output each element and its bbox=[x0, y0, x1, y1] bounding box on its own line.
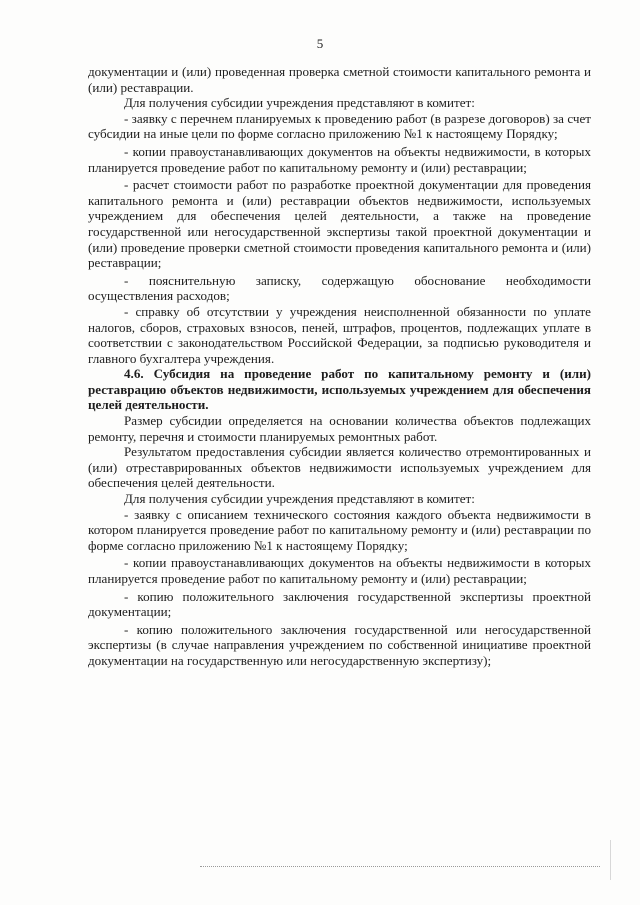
paragraph-subsidy-size: Размер субсидии определяется на основании количества объектов подлежащих ремонту, перечня и стоимости планируемых ремонтных работ. bbox=[88, 413, 591, 444]
paragraph-intro-list-2: Для получения субсидии учреждения представляют в комитет: bbox=[124, 491, 475, 507]
list-item-state-expertise: - копию положительного заключения государственной экспертизы проектной документации; bbox=[88, 588, 591, 620]
scan-artifact-edge bbox=[610, 840, 623, 880]
list-item-application-2: - заявку с описанием технического состояния каждого объекта недвижимости в котором планируется проведение работ по капитальному ремонту и (или) реставрации по форме согласно приложению №1 к настоящему Порядку; bbox=[88, 506, 591, 553]
list-item-title-documents: - копии правоустанавливающих документов на объекты недвижимости, в которых планируется проведение работ по капитальному ремонту и (или) реставрации; bbox=[88, 143, 591, 175]
list-item-title-documents-2: - копии правоустанавливающих документов на объекты недвижимости в которых планируется проведение работ по капитальному ремонту и (или) реставрации; bbox=[88, 555, 591, 586]
paragraph-result: Результатом предоставления субсидии является количество отремонтированных и (или) отреставрированных объектов недвижимости используемых учреждением для обеспечения целей деятельности. bbox=[88, 444, 591, 491]
paragraph-intro-list: Для получения субсидии учреждения представляют в комитет: bbox=[124, 95, 475, 111]
page-number: 5 bbox=[316, 36, 324, 51]
list-item-explanatory-note: - пояснительную записку, содержащую обоснование необходимости осуществления расходов; bbox=[88, 272, 591, 304]
list-item-application: - заявку с перечнем планируемых к проведению работ (в разрезе договоров) за счет субсидии на иные цели по форме согласно приложению №1 к настоящему Порядку; bbox=[88, 110, 591, 142]
list-item-tax-certificate: - справку об отсутствии у учреждения неисполненной обязанности по уплате налогов, сборов, страховых взносов, пеней, штрафов, процентов, подлежащих уплате в соответствии с законодательством Российской Федерации, за подписью руководителя и главного бухгалтера учреждения. bbox=[88, 303, 591, 366]
scan-artifact-line bbox=[200, 866, 600, 867]
paragraph-continuation: документации и (или) проведенная проверка сметной стоимости капитального ремонта и (или) реставрации. bbox=[88, 64, 591, 95]
document-body bbox=[88, 64, 591, 669]
list-item-cost-calculation: - расчет стоимости работ по разработке проектной документации для проведения капитального ремонта и (или) реставрации объектов недвижимости, используемых учреждением для обеспечения целей деятельности, а также на проведение государственной или негосударственной экспертизы такой проектной документации и (или) проведение проверки сметной стоимости проведения капитального ремонта и (или) реставрации; bbox=[88, 177, 591, 271]
list-item-nonstate-expertise: - копию положительного заключения государственной или негосударственной экспертизы (в случае направления учреждением по собственной инициативе проектной документации на государственную или негосударственную экспертизу); bbox=[88, 621, 591, 668]
section-heading-4-6: 4.6. Субсидия на проведение работ по капитальному ремонту и (или) реставрацию объектов недвижимости, используемых учреждением для обеспечения целей деятельности. bbox=[88, 366, 591, 413]
